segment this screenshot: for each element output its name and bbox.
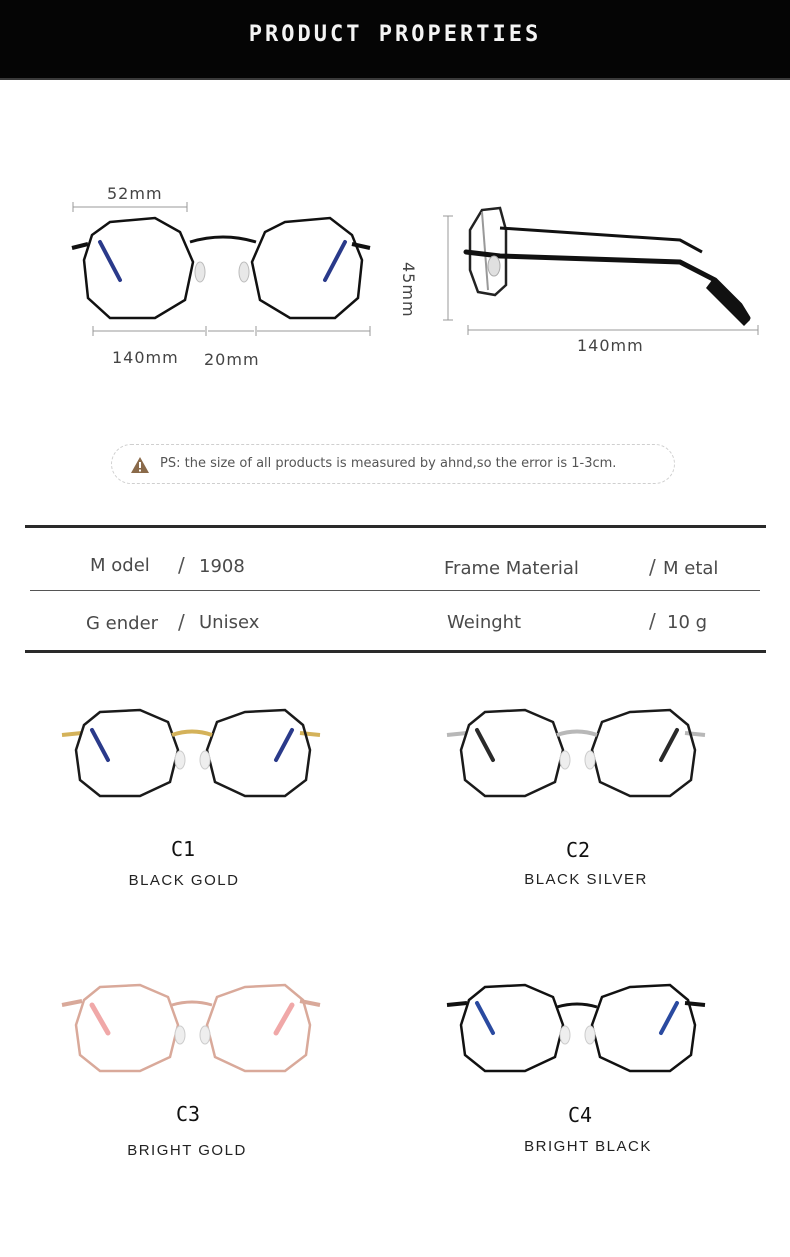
gender-value: Unisex [199,612,260,633]
gender-label: G ender [86,613,159,634]
spec-divider [30,590,760,591]
glasses-image-c1 [60,700,325,810]
bridge-width-label: 20mm [204,350,260,369]
lens-height-label: 45mm [399,262,418,318]
header-banner [0,0,790,80]
variant-name-c4: BRIGHT BLACK [524,1138,652,1155]
variant-code-c1: C1 [170,837,196,861]
slash-separator: / [178,553,185,577]
weight-label: Weinght [447,612,522,633]
slash-separator: / [178,610,185,634]
slash-separator: / [649,609,656,633]
frame-width-label: 140mm [112,348,179,367]
material-label: Frame Material [444,558,579,579]
warning-icon [130,456,150,474]
page-title: PRODUCT PROPERTIES [248,22,542,47]
glasses-image-c3 [60,975,325,1085]
variant-code-c2: C2 [565,838,591,862]
model-value: 1908 [199,556,245,577]
variant-code-c3: C3 [175,1102,201,1126]
glasses-image-c4 [445,975,710,1085]
variant-name-c1: BLACK GOLD [128,872,240,889]
variant-name-c2: BLACK SILVER [524,871,648,888]
slash-separator: / [649,555,656,579]
model-label: M odel [90,555,150,576]
variant-code-c4: C4 [567,1103,593,1127]
side-view-diagram [440,200,770,350]
weight-value: 10 g [667,612,708,633]
measurement-note [111,444,675,484]
material-value: M etal [663,558,719,579]
lens-width-label: 52mm [107,184,163,203]
glasses-image-c2 [445,700,710,810]
spec-top-border [25,525,766,528]
variant-name-c3: BRIGHT GOLD [127,1142,247,1159]
note-text: PS: the size of all products is measured by ahnd,so the error is 1-3cm. [160,456,617,471]
spec-bottom-border [25,650,766,653]
temple-length-label: 140mm [577,336,644,355]
